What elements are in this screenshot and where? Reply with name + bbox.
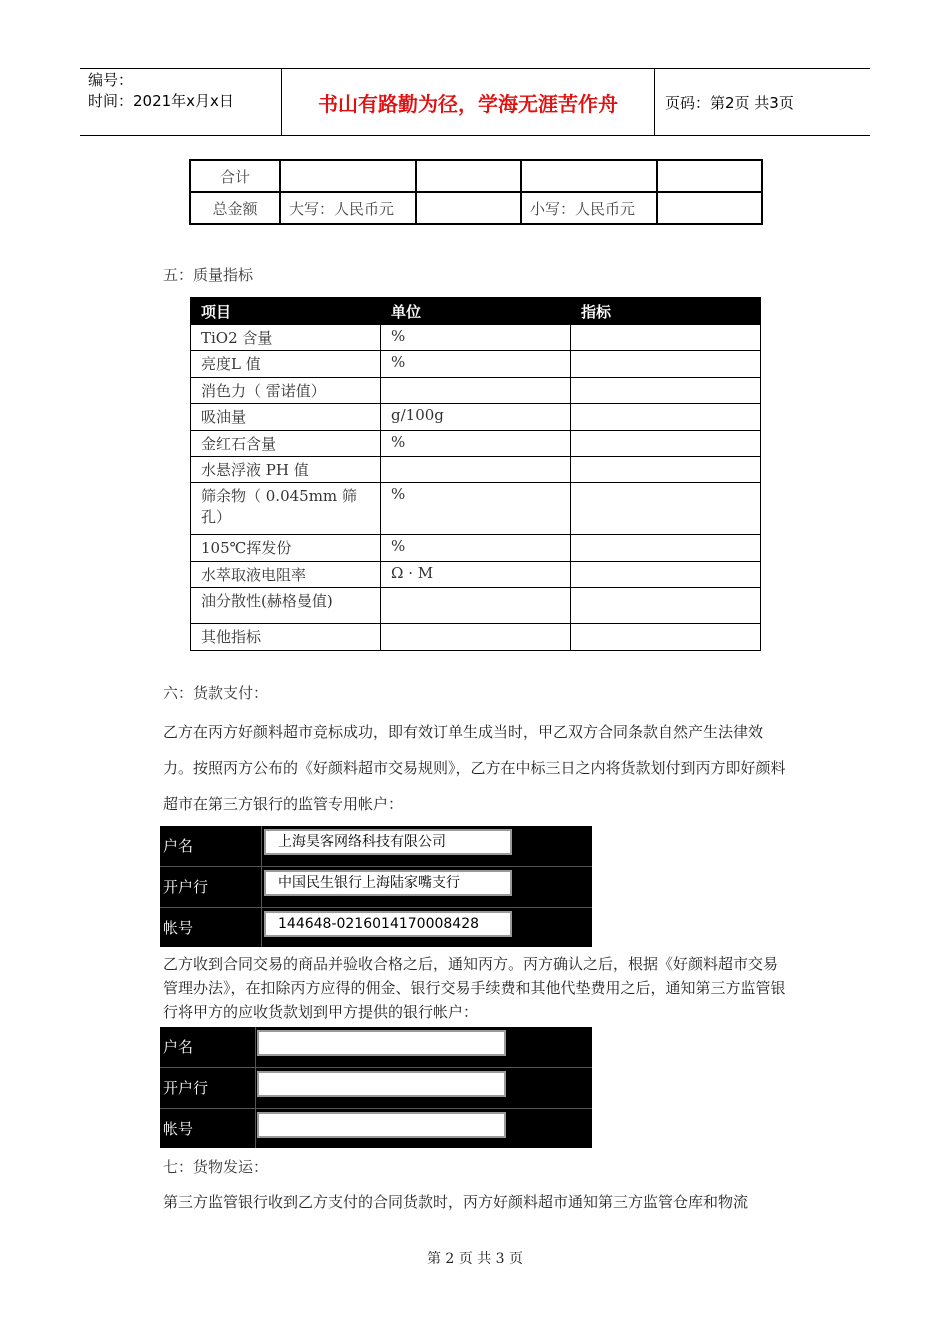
- account-name-label: 户名: [163, 1038, 194, 1056]
- item-cell: 亮度L 值: [191, 351, 381, 378]
- section-title: 六：货款支付：: [163, 684, 269, 702]
- unit-cell: g/100g: [381, 404, 571, 431]
- unit-cell: %: [381, 351, 571, 378]
- table-row: [191, 483, 761, 535]
- value-cell: [571, 404, 761, 431]
- account-name-field[interactable]: [257, 1030, 506, 1056]
- bank-name-row: [160, 1068, 592, 1109]
- table-row: [191, 325, 761, 351]
- sum-label: 合计: [190, 160, 280, 192]
- table-cell: [280, 160, 416, 192]
- account-number-row: [160, 1109, 592, 1149]
- table-row: [191, 404, 761, 431]
- bank-name-field[interactable]: 中国民生银行上海陆家嘴支行: [264, 870, 512, 896]
- seller-account-panel: [160, 1027, 592, 1148]
- unit-cell: [381, 457, 571, 483]
- value-cell: [571, 535, 761, 562]
- item-cell: 水悬浮液 PH 值: [191, 457, 381, 483]
- bank-name-row: [160, 867, 592, 908]
- upper-amount-label: 大写：人民币元: [280, 192, 416, 224]
- table-cell: [416, 160, 521, 192]
- section-title: 七：货物发运：: [163, 1158, 269, 1176]
- account-number-label: 帐号: [163, 1120, 194, 1138]
- value-cell: [571, 325, 761, 351]
- table-row: [191, 431, 761, 457]
- table-row: [191, 562, 761, 588]
- item-cell: 筛余物（ 0.045mm 筛孔）: [191, 483, 381, 535]
- value-cell: [571, 483, 761, 535]
- value-cell: [571, 378, 761, 404]
- payment-paragraph: 乙方在丙方好颜料超市竞标成功，即有效订单生成当时，甲乙双方合同条款自然产生法律效力。按照丙方公布的《好颜料超市交易规则》，乙方在中标三日之内将货款划付到丙方即好颜料超市在第三方银行的监管专用帐户：: [163, 723, 786, 813]
- section-title: 五：质量指标: [163, 266, 254, 284]
- value-cell: [571, 431, 761, 457]
- account-name-label: 户名: [163, 837, 194, 855]
- table-row: [191, 457, 761, 483]
- item-cell: 油分散性(赫格曼值): [191, 588, 381, 624]
- value-cell: [571, 588, 761, 624]
- table-row: [190, 192, 762, 224]
- account-name-row: [160, 826, 592, 867]
- table-row: [191, 624, 761, 651]
- value-cell: [571, 351, 761, 378]
- table-row: [190, 160, 762, 192]
- account-number-field[interactable]: [257, 1112, 506, 1138]
- item-cell: 金红石含量: [191, 431, 381, 457]
- table-row: [191, 351, 761, 378]
- unit-cell: %: [381, 483, 571, 535]
- totals-table: [189, 159, 763, 225]
- unit-cell: %: [381, 325, 571, 351]
- account-name-field[interactable]: 上海昊客网络科技有限公司: [264, 829, 512, 855]
- value-cell: [571, 457, 761, 483]
- item-cell: 其他指标: [191, 624, 381, 651]
- account-number-label: 帐号: [163, 919, 194, 937]
- header-page-number: 页码：第2页 共3页: [665, 94, 794, 112]
- document-date: 时间：2021年x月x日: [88, 92, 234, 110]
- column-header: 指标: [571, 298, 761, 325]
- header-meta: [88, 70, 234, 112]
- item-cell: 消色力（ 雷诺值）: [191, 378, 381, 404]
- unit-cell: %: [381, 535, 571, 562]
- table-row: [191, 535, 761, 562]
- bank-name-label: 开户行: [163, 878, 209, 896]
- unit-cell: [381, 378, 571, 404]
- table-row: [191, 378, 761, 404]
- total-amount-label: 总金额: [190, 192, 280, 224]
- item-cell: 105℃挥发份: [191, 535, 381, 562]
- table-cell: [521, 160, 657, 192]
- unit-cell: [381, 588, 571, 624]
- table-cell: [416, 192, 521, 224]
- account-number-row: [160, 908, 592, 948]
- header-motto: 书山有路勤为径，学海无涯苦作舟: [318, 91, 618, 116]
- document-number: 编号：: [88, 71, 134, 89]
- column-header: 单位: [381, 298, 571, 325]
- table-header-row: [191, 298, 761, 325]
- item-cell: TiO2 含量: [191, 325, 381, 351]
- bank-name-label: 开户行: [163, 1079, 209, 1097]
- settlement-paragraph: 乙方收到合同交易的商品并验收合格之后，通知丙方。丙方确认之后，根据《好颜料超市交易管理办法》，在扣除丙方应得的佣金、银行交易手续费和其他代垫费用之后，通知第三方监管银行将甲方的应收货款划到甲方提供的银行帐户：: [163, 955, 786, 1021]
- unit-cell: Ω · M: [381, 562, 571, 588]
- lower-amount-label: 小写：人民币元: [521, 192, 657, 224]
- table-cell: [657, 192, 762, 224]
- bank-name-field[interactable]: [257, 1071, 506, 1097]
- account-number-field[interactable]: 144648-0216014170008428: [264, 911, 512, 937]
- table-row: [191, 588, 761, 624]
- quality-table: [190, 297, 761, 651]
- table-cell: [657, 160, 762, 192]
- column-header: 项目: [191, 298, 381, 325]
- item-cell: 水萃取液电阻率: [191, 562, 381, 588]
- value-cell: [571, 624, 761, 651]
- unit-cell: [381, 624, 571, 651]
- unit-cell: %: [381, 431, 571, 457]
- value-cell: [571, 562, 761, 588]
- page-footer: 第 2 页 共 3 页: [426, 1251, 524, 1267]
- item-cell: 吸油量: [191, 404, 381, 431]
- header-divider: [654, 68, 655, 136]
- escrow-account-panel: [160, 826, 592, 947]
- account-name-row: [160, 1027, 592, 1068]
- shipping-paragraph: 第三方监管银行收到乙方支付的合同货款时，丙方好颜料超市通知第三方监管仓库和物流: [163, 1193, 749, 1211]
